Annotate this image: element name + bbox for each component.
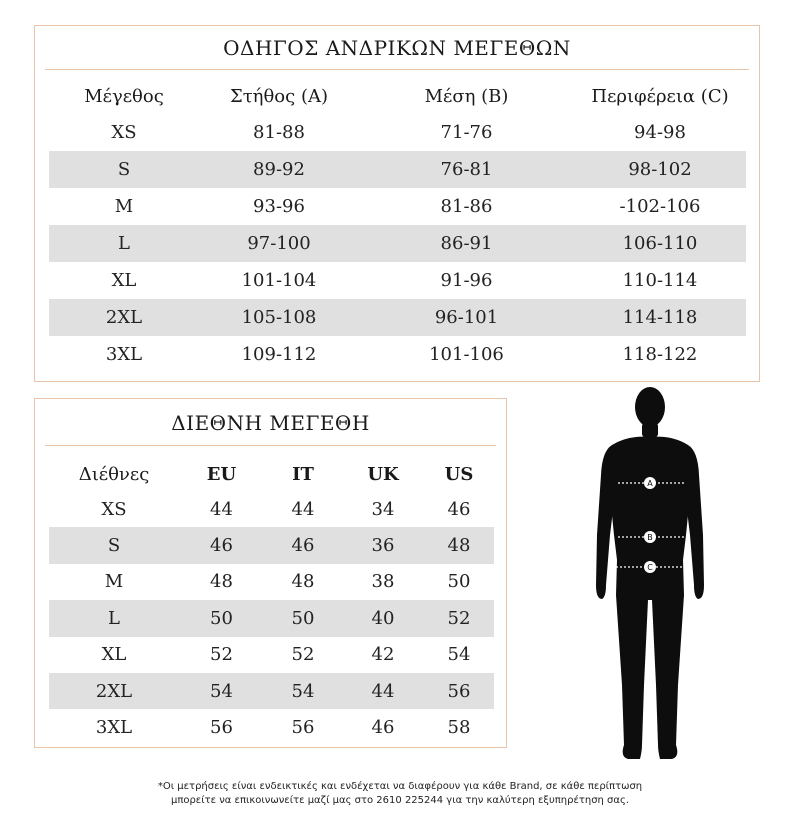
international-table-cell: 50 <box>179 600 264 636</box>
international-table-cell: 46 <box>371 717 395 739</box>
mens-guide-title-divider <box>45 69 749 70</box>
mens-table-cell: 97-100 <box>199 225 359 262</box>
mens-size-table <box>49 79 746 373</box>
international-table-header-row <box>49 457 494 491</box>
international-table-cell: 54 <box>264 673 342 709</box>
disclaimer-footnote <box>0 780 800 808</box>
mens-table-cell: 93-96 <box>253 196 305 217</box>
international-table-cell: 42 <box>371 644 395 666</box>
mens-header-cell: Στήθος (A) <box>230 86 328 107</box>
mens-table-cell: XS <box>111 122 137 143</box>
international-size-table <box>49 457 494 746</box>
international-table-cell: 48 <box>210 571 233 593</box>
international-table-cell: 44 <box>210 498 233 520</box>
marker-b-label: B <box>647 533 653 542</box>
international-sizes-panel <box>34 398 507 748</box>
international-table-cell: L <box>49 600 179 636</box>
mens-table-cell: 81-86 <box>440 196 493 217</box>
international-header-cell: UK <box>367 463 399 485</box>
mens-table-cell: 114-118 <box>574 299 746 336</box>
international-table-cell: M <box>104 571 124 593</box>
international-table-cell: XS <box>101 498 127 520</box>
mens-table-row <box>49 299 746 336</box>
international-table-row <box>49 527 494 563</box>
mens-table-cell: 86-91 <box>359 225 574 262</box>
international-header-cell: Διέθνες <box>78 463 150 485</box>
marker-a <box>644 477 656 489</box>
mens-size-guide-panel <box>34 25 760 382</box>
international-table-cell: 46 <box>264 527 342 563</box>
international-table-row <box>49 564 494 600</box>
mens-header-cell: Μέγεθος <box>84 86 164 107</box>
mens-table-cell: 3XL <box>105 344 143 365</box>
mens-table-cell: L <box>49 225 199 262</box>
international-sizes-title: ΔΙΕΘΝΗ ΜΕΓΕΘΗ <box>171 411 370 435</box>
international-table-cell: 52 <box>291 644 315 666</box>
international-sizes-title-divider <box>45 445 496 446</box>
mens-table-cell: 71-76 <box>440 122 493 143</box>
international-table-cell: 36 <box>342 527 424 563</box>
international-table-cell: 40 <box>342 600 424 636</box>
international-table-row <box>49 600 494 636</box>
international-table-cell: 50 <box>447 571 471 593</box>
mens-table-row <box>49 336 746 373</box>
mens-table-row <box>49 114 746 151</box>
mens-header-cell: Περιφέρεια (C) <box>591 86 729 107</box>
mens-table-row <box>49 151 746 188</box>
international-table-cell: 56 <box>210 717 233 739</box>
mens-table-cell: 91-96 <box>440 270 493 291</box>
mens-table-cell: 109-112 <box>241 344 317 365</box>
mens-table-cell: 98-102 <box>574 151 746 188</box>
international-table-cell: 44 <box>291 498 315 520</box>
mens-guide-title: ΟΔΗΓΟΣ ΑΝΔΡΙΚΩΝ ΜΕΓΕΘΩΝ <box>223 36 571 60</box>
mens-table-cell: 94-98 <box>634 122 686 143</box>
international-table-cell: XL <box>101 644 127 666</box>
international-table-cell: 54 <box>447 644 471 666</box>
international-table-cell: 46 <box>179 527 264 563</box>
marker-b <box>644 531 656 543</box>
mens-table-cell: 101-106 <box>429 344 504 365</box>
mens-table-cell: 110-114 <box>622 270 698 291</box>
mens-table-cell: 118-122 <box>622 344 698 365</box>
international-table-cell: S <box>49 527 179 563</box>
mens-table-cell: -102-106 <box>619 196 701 217</box>
mens-table-cell: 101-104 <box>241 270 317 291</box>
international-table-cell: 3XL <box>95 717 133 739</box>
body-measurement-figure <box>588 385 718 770</box>
mens-header-cell: Μέση (B) <box>424 86 509 107</box>
international-table-cell: 34 <box>371 498 395 520</box>
international-table-cell: 48 <box>424 527 494 563</box>
mens-table-cell: 81-88 <box>253 122 305 143</box>
international-table-cell: 52 <box>210 644 233 666</box>
marker-a-label: A <box>647 479 653 488</box>
international-table-row <box>49 637 494 673</box>
footnote-line-2: μπορείτε να επικοινωνείτε μαζί μας στο 2610 225244 για την καλύτερη εξυπηρέτηση σας. <box>170 795 630 806</box>
mens-table-cell: 106-110 <box>574 225 746 262</box>
mens-table-cell: 105-108 <box>199 299 359 336</box>
international-table-cell: 56 <box>424 673 494 709</box>
international-header-cell: EU <box>206 463 237 485</box>
international-header-cell: US <box>444 463 474 485</box>
international-header-cell: IT <box>292 463 314 485</box>
international-table-row <box>49 709 494 745</box>
international-table-cell: 48 <box>291 571 315 593</box>
mens-table-cell: XL <box>111 270 137 291</box>
international-table-cell: 52 <box>424 600 494 636</box>
international-table-cell: 50 <box>264 600 342 636</box>
male-silhouette-icon <box>588 385 718 770</box>
mens-table-cell: 96-101 <box>359 299 574 336</box>
international-table-row <box>49 491 494 527</box>
international-table-cell: 46 <box>447 498 471 520</box>
international-table-cell: 54 <box>179 673 264 709</box>
international-table-cell: 58 <box>447 717 471 739</box>
mens-table-row <box>49 262 746 299</box>
marker-c-label: C <box>647 563 653 572</box>
mens-table-cell: 76-81 <box>359 151 574 188</box>
mens-table-cell: 89-92 <box>199 151 359 188</box>
international-table-cell: 44 <box>342 673 424 709</box>
international-table-row <box>49 673 494 709</box>
international-table-cell: 38 <box>371 571 395 593</box>
international-table-cell: 2XL <box>49 673 179 709</box>
mens-table-header-row <box>49 79 746 114</box>
mens-table-cell: 2XL <box>49 299 199 336</box>
marker-c <box>644 561 656 573</box>
footnote-line-1: *Οι μετρήσεις είναι ενδεικτικές και ενδέχεται να διαφέρουν για κάθε Brand, σε κάθε περίπτωση <box>157 781 643 792</box>
mens-table-cell: M <box>114 196 134 217</box>
international-table-cell: 56 <box>291 717 315 739</box>
mens-table-row <box>49 188 746 225</box>
mens-table-cell: S <box>49 151 199 188</box>
mens-table-row <box>49 225 746 262</box>
